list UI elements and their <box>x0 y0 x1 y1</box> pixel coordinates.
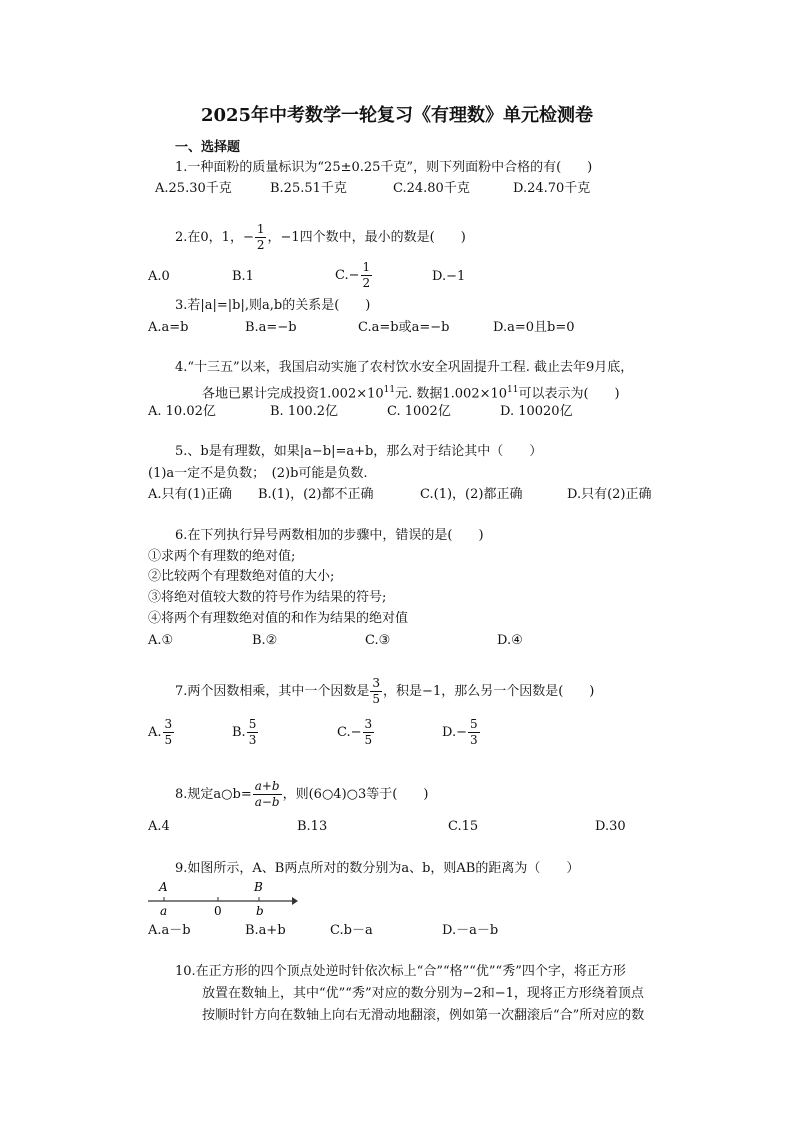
q7-d-den: 3 <box>469 733 478 747</box>
q4-line2 <box>202 381 620 403</box>
q5-sub: (1)a一定不是负数； (2)b可能是负数. <box>148 466 368 481</box>
q2-option-d: D.−1 <box>432 269 466 284</box>
q7-stem-fraction <box>370 676 382 707</box>
q3-stem: 3.若|a|=|b|,则a,b的关系是( ) <box>175 298 371 313</box>
q10-line3: 按顺时针方向在数轴上向右无滑动地翻滚，例如第一次翻滚后“合”所对应的数 <box>202 1008 645 1023</box>
q7-option-c-fraction <box>363 717 375 748</box>
q4-line2-part1: 各地已累计完成投资1.002×10 <box>202 386 384 402</box>
q7-option-c-label: C.− <box>337 725 362 740</box>
q2-option-a: A.0 <box>148 269 170 284</box>
q7-frac-num: 3 <box>372 676 381 690</box>
q3-option-a: A.a=b <box>148 320 189 335</box>
q5-option-c: C.(1)，(2)都正确 <box>420 487 523 502</box>
q1-option-b: B.25.51千克 <box>270 181 347 196</box>
q4-line1: 4.“十三五”以来，我国启动实施了农村饮水安全巩固提升工程. 截止去年9月底， <box>175 360 634 375</box>
q8-stem-part1: 8.规定a○b= <box>175 787 252 802</box>
q7-b-den: 3 <box>248 733 257 747</box>
q7-option-b <box>232 717 259 749</box>
q7-stem <box>175 676 594 708</box>
q10-line1: 10.在正方形的四个顶点处逆时针依次标上“合”“格”“优”“秀”四个字，将正方形 <box>175 964 626 979</box>
q2-option-c-label: C.− <box>335 268 360 283</box>
q8-frac-den: a−b <box>254 795 280 809</box>
q4-exponent-1: 11 <box>383 385 396 395</box>
q5-option-b: B.(1)，(2)都不正确 <box>258 487 374 502</box>
q7-option-d-fraction <box>468 717 480 748</box>
q2-option-c <box>335 260 373 292</box>
q9-option-b: B.a+b <box>245 923 286 938</box>
point-A-label: A <box>159 880 168 894</box>
q7-c-num: 3 <box>364 717 373 731</box>
q4-exponent-2: 11 <box>507 385 519 395</box>
q6-step-3: ③将绝对值较大数的符号作为结果的符号; <box>148 590 387 605</box>
q7-option-a-fraction <box>163 717 175 748</box>
q3-option-d: D.a=0且b=0 <box>493 320 575 335</box>
q7-option-d <box>442 717 481 749</box>
q8-stem-part2: ，则(6○4)○3等于( ) <box>282 787 429 802</box>
q8-option-d: D.30 <box>595 819 626 834</box>
origin-label: 0 <box>214 904 222 918</box>
q8-option-b: B.13 <box>297 819 328 834</box>
q4-line2-part2: 元. 数据1.002×10 <box>395 386 508 402</box>
q2-stem <box>175 222 466 254</box>
q6-step-1: ①求两个有理数的绝对值; <box>148 549 296 564</box>
q7-a-num: 3 <box>164 717 173 731</box>
q6-step-2: ②比较两个有理数绝对值的大小; <box>148 569 335 584</box>
q7-stem-part1: 7.两个因数相乘，其中一个因数是 <box>175 684 370 699</box>
q3-option-b: B.a=−b <box>245 320 297 335</box>
q6-option-b: B.② <box>252 633 278 648</box>
point-B-label: B <box>254 880 263 894</box>
q4-line2-part3: 可以表示为( ) <box>518 386 620 402</box>
q5-stem: 5.、b是有理数，如果|a−b|=a+b，那么对于结论其中（ ） <box>175 444 543 459</box>
q2-option-b: B.1 <box>232 269 254 284</box>
q2-frac-den: 2 <box>256 238 265 252</box>
q7-option-b-label: B. <box>232 725 246 740</box>
q7-option-a-label: A. <box>148 725 162 740</box>
q8-option-a: A.4 <box>148 819 170 834</box>
q9-option-a: A.a－b <box>148 923 191 938</box>
q9-option-c: C.b－a <box>330 923 373 938</box>
number-line-arrow <box>292 897 298 905</box>
q2-stem-fraction <box>255 222 267 253</box>
q7-option-a <box>148 717 175 749</box>
q5-option-a: A.只有(1)正确 <box>148 487 232 502</box>
q4-option-c: C. 1002亿 <box>387 404 451 419</box>
q1-option-a: A.25.30千克 <box>155 181 232 196</box>
q2-option-c-fraction <box>361 260 373 291</box>
q9-stem: 9.如图所示，A、B两点所对的数分别为a、b，则AB的距离为（ ） <box>175 861 580 876</box>
q7-c-den: 5 <box>364 733 373 747</box>
q4-option-a: A. 10.02亿 <box>148 404 216 419</box>
page-title: 2025年中考数学一轮复习《有理数》单元检测卷 <box>200 105 594 126</box>
q1-stem: 1.一种面粉的质量标识为“25±0.25千克”，则下列面粉中合格的有( ) <box>175 160 593 175</box>
q2-frac-num: 1 <box>256 222 265 236</box>
q8-stem <box>175 779 428 811</box>
q7-option-c <box>337 717 375 749</box>
q8-frac-num: a+b <box>254 779 280 793</box>
q2-c-num: 1 <box>362 260 371 274</box>
q3-option-c: C.a=b或a=−b <box>358 320 450 335</box>
q9-number-line-figure <box>146 876 298 918</box>
q2-c-den: 2 <box>362 276 371 290</box>
q7-b-num: 5 <box>248 717 257 731</box>
q7-d-num: 5 <box>469 717 478 731</box>
q2-stem-part2: ，−1四个数中，最小的数是( ) <box>267 230 466 245</box>
point-a-value: a <box>160 904 168 918</box>
q6-stem: 6.在下列执行异号两数相加的步骤中，错误的是( ) <box>175 528 484 543</box>
q8-option-c: C.15 <box>448 819 479 834</box>
q7-a-den: 5 <box>164 733 173 747</box>
q5-option-d: D.只有(2)正确 <box>567 487 652 502</box>
q10-line2: 放置在数轴上，其中“优”“秀”对应的数分别为−2和−1，现将正方形绕着顶点 <box>202 986 644 1001</box>
q6-option-d: D.④ <box>497 633 523 648</box>
q6-option-c: C.③ <box>365 633 391 648</box>
q7-option-d-label: D.− <box>442 725 467 740</box>
q6-step-4: ④将两个有理数绝对值的和作为结果的绝对值 <box>148 611 409 626</box>
q9-option-d: D.－a－b <box>442 923 499 938</box>
q4-option-d: D. 10020亿 <box>500 404 573 419</box>
section-heading: 一、选择题 <box>175 140 241 155</box>
q7-frac-den: 5 <box>372 692 381 706</box>
point-b-value: b <box>256 904 264 918</box>
q4-option-b: B. 100.2亿 <box>270 404 339 419</box>
q8-stem-fraction <box>253 779 282 810</box>
q7-option-b-fraction <box>247 717 259 748</box>
q2-stem-part1: 2.在0，1，− <box>175 230 254 245</box>
q7-stem-part2: ，积是−1，那么另一个因数是( ) <box>383 684 595 699</box>
q6-option-a: A.① <box>148 633 174 648</box>
q1-option-c: C.24.80千克 <box>393 181 470 196</box>
q1-option-d: D.24.70千克 <box>513 181 591 196</box>
